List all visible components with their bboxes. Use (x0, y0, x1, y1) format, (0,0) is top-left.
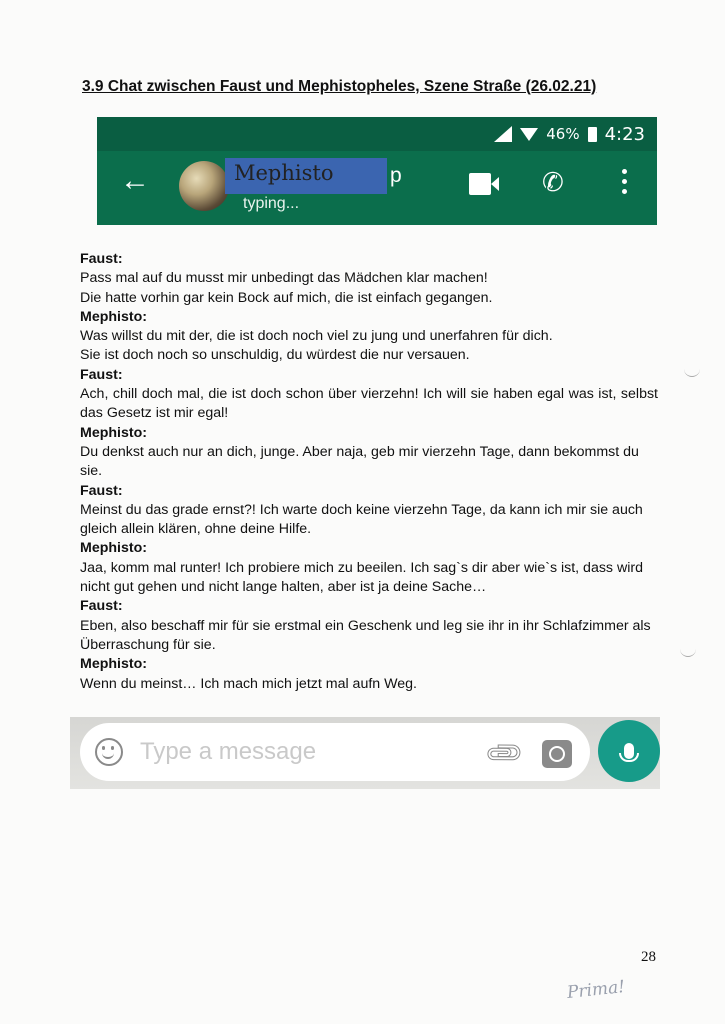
line: Du denkst auch nur an dich, junge. Aber naja, geb mir vierzehn Tage, dann bekommst du sie. (80, 443, 639, 480)
camera-icon[interactable] (542, 740, 572, 768)
grade-note: Prima! (566, 977, 626, 1003)
avatar[interactable] (179, 161, 229, 211)
wifi-icon (520, 128, 538, 141)
chat-toolbar (97, 151, 657, 225)
mic-icon (624, 743, 634, 759)
contact-status: typing... (243, 195, 300, 212)
message-placeholder: Type a message (140, 738, 317, 765)
line: Jaa, komm mal runter! Ich probiere mich zu beeilen. Ich sag`s dir aber wie`s ist, dass wird nicht gut gehen und nicht lange halten, aber ist ja deine Sache… (80, 559, 643, 596)
speaker: Faust: (80, 251, 123, 267)
emoji-icon[interactable] (95, 738, 123, 766)
page-number: 28 (641, 949, 656, 965)
more-options-icon[interactable] (617, 169, 631, 199)
punch-mark (680, 646, 696, 657)
line: Ach, chill doch mal, die ist doch schon über vierzehn! Ich will sie haben egal was ist, selbst das Gesetz ist mir egal! (80, 386, 658, 422)
contact-name[interactable]: Mephisto (234, 161, 334, 185)
speaker: Faust: (80, 366, 123, 383)
line: Sie ist doch noch so unschuldig, du würdest die nur versauen. (80, 347, 470, 364)
dialogue-turn (80, 655, 658, 694)
dialogue-turn (80, 250, 658, 308)
chat-header (97, 117, 657, 225)
battery-percent: 46% (546, 125, 580, 143)
line: Was willst du mit der, die ist doch noch viel zu jung und unerfahren für dich. (80, 328, 553, 345)
speaker: Mephisto: (80, 656, 147, 673)
dialogue-turn (80, 366, 658, 424)
battery-icon (588, 127, 597, 142)
dialogue (80, 250, 658, 694)
line: Wenn du meinst… Ich mach mich jetzt mal aufn Weg. (80, 675, 417, 692)
speaker: Faust: (80, 482, 123, 499)
dialogue-turn (80, 539, 658, 597)
line: Die hatte vorhin gar kein Bock auf mich, die ist einfach gegangen. (80, 289, 493, 306)
speaker: Mephisto: (80, 424, 147, 441)
contact-name-tail: p (390, 164, 402, 187)
back-arrow-icon[interactable]: ← (120, 164, 150, 197)
punch-mark (684, 366, 700, 377)
line: Meinst du das grade ernst?! Ich warte doch keine vierzehn Tage, da kann ich mir sie auch gleich allein klären, ohne deine Hilfe. (80, 501, 643, 538)
dialogue-turn (80, 308, 658, 366)
line: Eben, also beschaff mir für sie erstmal ein Geschenk und leg sie ihr in ihr Schlafzimmer als Überraschung für sie. (80, 617, 651, 653)
attach-icon[interactable]: 📎︎ (481, 730, 527, 776)
line: Pass mal auf du musst mir unbedingt das Mädchen klar machen! (80, 270, 488, 287)
status-bar (97, 117, 657, 151)
speaker: Faust: (80, 598, 123, 615)
page-title: 3.9 Chat zwischen Faust und Mephistopheles, Szene Straße (26.02.21) (82, 78, 597, 95)
status-time: 4:23 (604, 123, 645, 145)
phone-icon[interactable]: ✆ (542, 167, 564, 197)
dialogue-turn (80, 482, 658, 540)
dialogue-turn (80, 424, 658, 482)
speaker: Mephisto: (80, 540, 147, 557)
speaker: Mephisto: (80, 308, 147, 325)
mic-button[interactable] (598, 720, 660, 782)
signal-icon (494, 126, 512, 142)
video-call-icon[interactable] (469, 173, 499, 195)
dialogue-turn (80, 597, 658, 655)
